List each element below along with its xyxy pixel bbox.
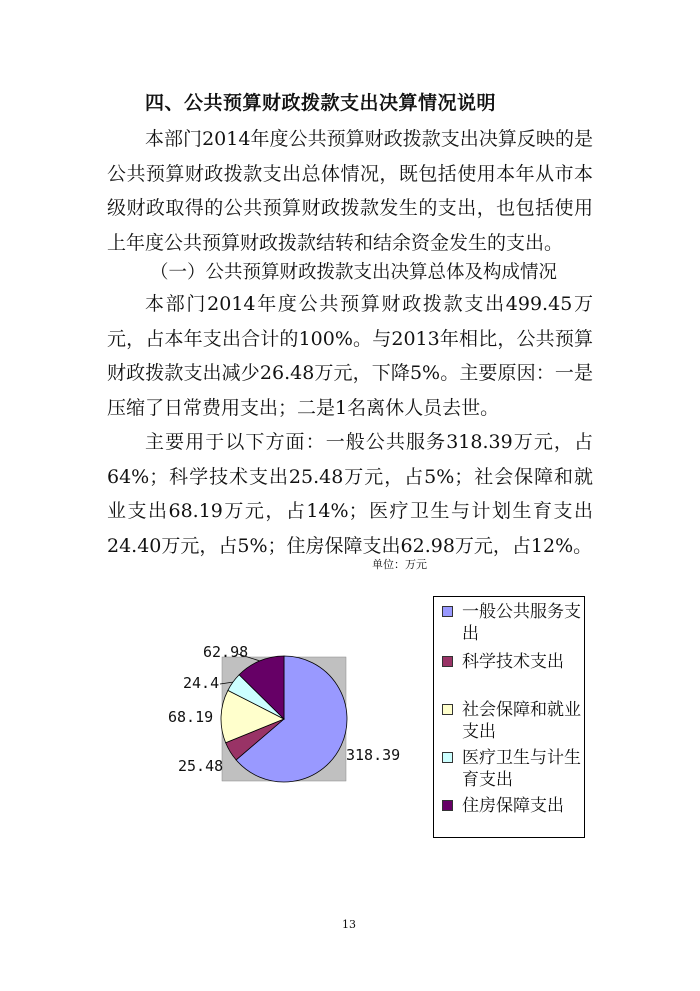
pie-data-label: 318.39 <box>346 746 401 764</box>
legend-item <box>442 651 584 673</box>
legend-label: 科学技术支出 <box>462 652 564 672</box>
legend-item <box>442 699 584 743</box>
pie-data-label: 25.48 <box>178 757 224 775</box>
legend-swatch <box>442 606 453 617</box>
pie-data-label: 24.4 <box>183 674 220 692</box>
legend-item <box>442 601 584 645</box>
legend-swatch <box>442 656 453 667</box>
subheading: （一）公共预算财政拨款支出决算总体及构成情况 <box>150 262 558 283</box>
legend-swatch <box>442 800 453 811</box>
pie-data-label: 68.19 <box>168 708 214 726</box>
unit-label: 单位：万元 <box>372 558 427 571</box>
pie-slices <box>221 656 347 782</box>
legend-swatch <box>442 704 453 715</box>
legend-item <box>442 747 584 791</box>
legend-item <box>442 795 584 817</box>
total-paragraph: 本部门2014年度公共预算财政拨款支出499.45万元，占本年支出合计的100%。与2013年相比，公共预算财政拨款支出减少26.48万元，下降5%。主要原因：一是压缩了日常费用支出；二是1名离休人员去世。 <box>107 293 593 419</box>
legend-label: 住房保障支出 <box>462 796 564 816</box>
page-number: 13 <box>342 918 356 931</box>
legend-label: 一般公共服务支出 <box>462 602 581 644</box>
pie-data-label: 62.98 <box>203 643 249 661</box>
legend-swatch <box>442 752 453 763</box>
section-heading: 四、公共预算财政拨款支出决算情况说明 <box>145 92 497 114</box>
legend-label: 社会保障和就业支出 <box>462 700 581 742</box>
legend-label: 医疗卫生与计生育支出 <box>462 748 581 790</box>
breakdown-paragraph: 主要用于以下方面：一般公共服务318.39万元，占64%；科学技术支出25.48万元，占5%；社会保障和就业支出68.19万元，占14%；医疗卫生与计划生育支出24.40万元，占5%；住房保障支出62.98万元，占12%。 <box>107 431 593 557</box>
chart-legend <box>433 596 585 838</box>
intro-paragraph: 本部门2014年度公共预算财政拨款支出决算反映的是公共预算财政拨款支出总体情况，既包括使用本年从市本级财政取得的公共预算财政拨款发生的支出，也包括使用上年度公共预算财政拨款结转和结余资金发生的支出。 <box>107 128 593 254</box>
